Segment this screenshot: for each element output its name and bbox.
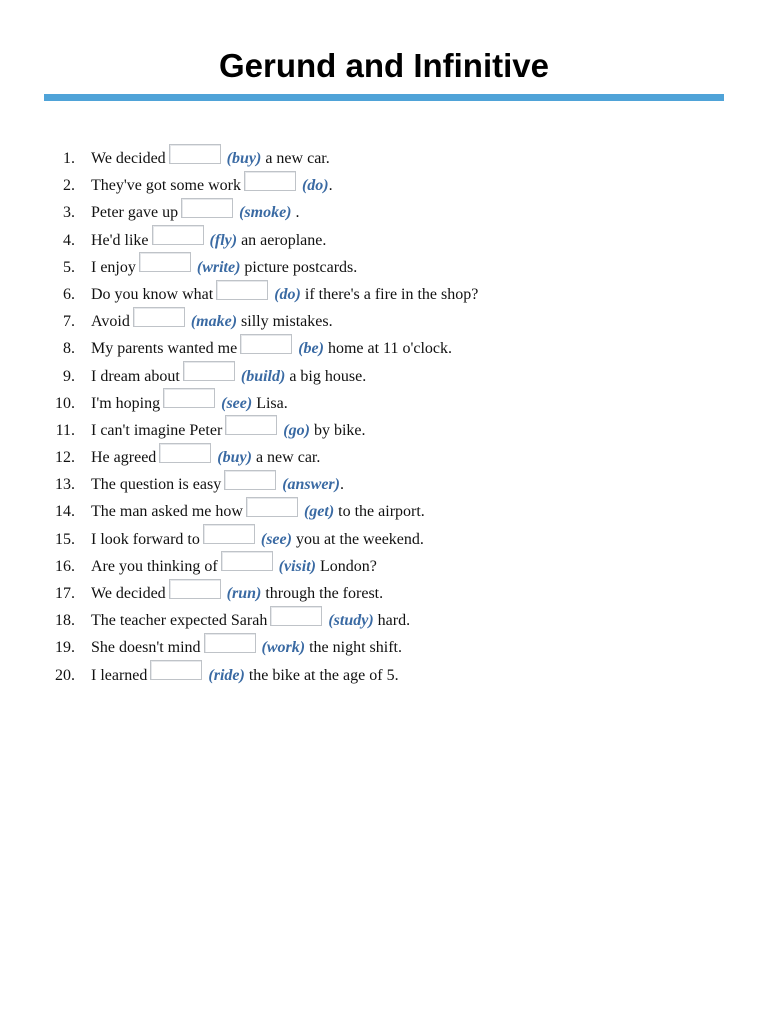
item-sentence [91, 281, 478, 308]
item-sentence [91, 417, 365, 444]
item-number: 15. [55, 530, 75, 548]
sentence-start: Are you thinking of [91, 557, 218, 575]
answer-input[interactable] [183, 361, 235, 381]
answer-input[interactable] [181, 198, 233, 218]
exercise-item [0, 417, 768, 444]
item-number: 5. [63, 258, 75, 276]
item-sentence [91, 145, 330, 172]
verb-hint: (fly) [209, 231, 238, 249]
sentence-start: We decided [91, 585, 166, 602]
sentence-end: . [339, 476, 344, 494]
sentence-end: the night shift. [305, 639, 402, 657]
answer-input[interactable] [225, 415, 277, 435]
sentence-start: They've got some work [91, 177, 241, 195]
sentence-start: I enjoy [91, 258, 136, 276]
exercise-item [0, 335, 768, 362]
sentence-start: I learned [91, 666, 148, 684]
sentence-start: The question is easy [91, 476, 222, 494]
sentence-end: picture postcards. [240, 258, 358, 276]
exercise-item [0, 471, 768, 498]
sentence-start: She doesn't mind [91, 639, 201, 657]
sentence-end: . [291, 204, 300, 222]
sentence-end: if there's a fire in the shop? [300, 285, 479, 303]
verb-hint: (be) [298, 340, 324, 358]
answer-input[interactable] [244, 171, 296, 191]
item-number: 2. [63, 177, 75, 195]
sentence-end: a new car. [251, 449, 321, 467]
exercise-item [0, 390, 768, 417]
sentence-end: you at the weekend. [291, 530, 424, 548]
exercise-item [0, 607, 768, 634]
sentence-end: . [328, 177, 333, 195]
exercise-item [0, 199, 768, 226]
answer-input[interactable] [159, 443, 211, 463]
sentence-end: a big house. [285, 367, 367, 385]
verb-hint: (do) [301, 177, 329, 195]
item-sentence [91, 526, 424, 553]
sentence-start: He agreed [91, 449, 157, 467]
exercise-item [0, 526, 768, 553]
verb-hint: (answer) [282, 476, 340, 494]
verb-hint: (buy) [226, 150, 262, 167]
exercise-item [0, 553, 768, 580]
item-number: 16. [55, 557, 75, 575]
exercise-item [0, 254, 768, 281]
verb-hint: (see) [260, 530, 292, 548]
sentence-end: silly mistakes. [237, 313, 333, 331]
item-sentence [91, 390, 288, 417]
exercise-item [0, 580, 768, 607]
exercise-item [0, 634, 768, 661]
verb-hint: (do) [274, 285, 301, 303]
item-number: 7. [63, 313, 75, 331]
item-sentence [91, 580, 383, 607]
answer-input[interactable] [169, 579, 221, 599]
item-sentence [91, 227, 326, 254]
item-number: 6. [63, 285, 75, 303]
item-sentence [91, 335, 452, 362]
sentence-start: My parents wanted me [91, 340, 238, 358]
answer-input[interactable] [152, 225, 204, 245]
item-number: 13. [55, 476, 75, 494]
exercise-item [0, 308, 768, 335]
sentence-start: The man asked me how [91, 503, 243, 521]
sentence-end: a new car. [261, 150, 330, 167]
sentence-end: an aeroplane. [237, 231, 327, 249]
verb-hint: (get) [303, 503, 335, 521]
sentence-end: the bike at the age of 5. [244, 666, 399, 684]
item-sentence [91, 308, 333, 335]
item-sentence [91, 634, 402, 661]
verb-hint: (ride) [208, 666, 245, 684]
verb-hint: (run) [226, 585, 262, 602]
sentence-end: London? [315, 557, 377, 575]
sentence-end: hard. [373, 612, 411, 630]
item-number: 18. [55, 612, 75, 630]
verb-hint: (write) [196, 258, 241, 276]
item-number: 4. [63, 231, 75, 249]
answer-input[interactable] [139, 252, 191, 272]
verb-hint: (see) [221, 394, 253, 412]
answer-input[interactable] [224, 470, 276, 490]
item-sentence [91, 444, 320, 471]
item-sentence [91, 254, 357, 281]
answer-input[interactable] [133, 307, 185, 327]
verb-hint: (smoke) [239, 204, 292, 222]
sentence-end: through the forest. [261, 585, 384, 602]
title-divider [44, 94, 724, 101]
sentence-start: I can't imagine Peter [91, 421, 223, 439]
item-sentence [91, 553, 377, 580]
exercise-item [0, 498, 768, 525]
page-title: Gerund and Infinitive [218, 47, 550, 84]
sentence-start: I dream about [91, 367, 180, 385]
sentence-end: by bike. [309, 421, 366, 439]
exercise-item [0, 281, 768, 308]
exercise-item [0, 662, 768, 689]
item-number: 3. [63, 204, 75, 222]
sentence-end: Lisa. [252, 394, 288, 412]
answer-input[interactable] [150, 660, 202, 680]
item-sentence [91, 607, 410, 634]
item-number: 12. [55, 449, 75, 467]
item-number: 9. [63, 367, 75, 385]
exercise-item [0, 227, 768, 254]
item-number: 11. [55, 421, 75, 439]
verb-hint: (visit) [278, 557, 316, 575]
sentence-end: home at 11 o'clock. [323, 340, 452, 358]
answer-input[interactable] [246, 497, 298, 517]
item-number: 10. [55, 394, 75, 412]
item-number: 20. [55, 666, 75, 684]
answer-input[interactable] [216, 280, 268, 300]
verb-hint: (study) [328, 612, 374, 630]
item-sentence [91, 363, 366, 390]
sentence-start: We decided [91, 150, 166, 167]
exercise-item [0, 145, 768, 172]
verb-hint: (go) [283, 421, 310, 439]
exercise-item [0, 444, 768, 471]
exercise-item [0, 172, 768, 199]
sentence-start: Peter gave up [91, 204, 179, 222]
verb-hint: (make) [190, 313, 238, 331]
item-number: 19. [55, 639, 75, 657]
item-sentence [91, 172, 333, 199]
verb-hint: (build) [240, 367, 286, 385]
answer-input[interactable] [221, 551, 273, 571]
answer-input[interactable] [169, 144, 221, 164]
answer-input[interactable] [270, 606, 322, 626]
item-number: 14. [55, 503, 75, 521]
answer-input[interactable] [204, 633, 256, 653]
exercise-list [0, 145, 768, 689]
item-sentence [91, 471, 344, 498]
answer-input[interactable] [163, 388, 215, 408]
item-number: 8. [63, 340, 75, 358]
verb-hint: (buy) [217, 449, 252, 467]
item-sentence [91, 199, 300, 226]
sentence-start: I'm hoping [91, 394, 161, 412]
answer-input[interactable] [240, 334, 292, 354]
verb-hint: (work) [261, 639, 306, 657]
answer-input[interactable] [203, 524, 255, 544]
sentence-end: to the airport. [334, 503, 425, 521]
sentence-start: Do you know what [91, 285, 214, 303]
sentence-start: The teacher expected Sarah [91, 612, 268, 630]
item-number: 17. [55, 585, 75, 602]
exercise-item [0, 363, 768, 390]
item-number: 1. [63, 150, 75, 167]
sentence-start: He'd like [91, 231, 149, 249]
item-sentence [91, 498, 425, 525]
sentence-start: Avoid [91, 313, 130, 331]
sentence-start: I look forward to [91, 530, 200, 548]
item-sentence [91, 662, 399, 689]
